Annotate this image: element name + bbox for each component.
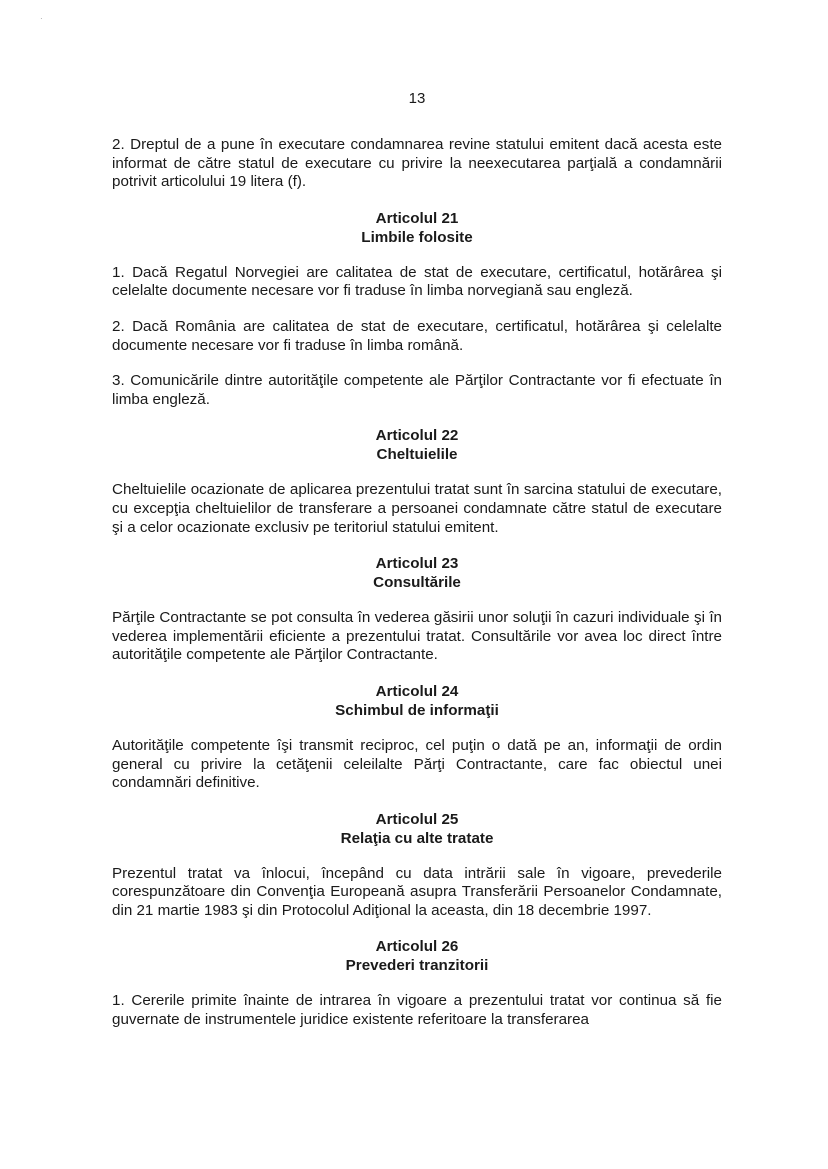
paragraph: 3. Comunicările dintre autorităţile competente ale Părţilor Contractante vor fi efectuate în limba engleză.	[112, 372, 722, 408]
article-heading	[112, 937, 722, 975]
article-title: Limbile folosite	[361, 228, 473, 246]
paragraph: Cheltuielile ocazionate de aplicarea prezentului tratat sunt în sarcina statului de executare, cu excepţia cheltuielilor de transferare a persoanei condamnate către statul de executare şi a celor ocazionate exclusiv pe teritoriul statului emitent.	[112, 481, 722, 536]
article-number: Articolul 23	[375, 555, 459, 573]
document-body	[112, 136, 722, 1047]
article-heading	[112, 426, 722, 464]
article-title: Prevederi tranzitorii	[345, 957, 489, 975]
page-number: 13	[408, 90, 426, 107]
article-title: Relaţia cu alte tratate	[340, 829, 494, 847]
paragraph: Prezentul tratat va înlocui, începând cu data intrării sale în vigoare, prevederile corespunzătoare din Convenţia Europeană asupra Transferării Persoanelor Condamnate, din 21 martie 1983 şi din Protocolul Adiţional la aceasta, din 18 decembrie 1997.	[112, 864, 722, 919]
paragraph: Părţile Contractante se pot consulta în vederea găsirii unor soluţii în cazuri individuale şi în vederea implementării eficiente a prezentului tratat. Consultările vor avea loc direct între autorităţile competente ale Părţilor Contractante.	[112, 609, 722, 664]
scan-speck: ·	[40, 14, 43, 23]
article-number: Articolul 21	[375, 209, 459, 227]
article-number: Articolul 25	[375, 810, 459, 828]
article-heading	[112, 810, 722, 848]
article-title: Consultările	[373, 574, 461, 592]
paragraph: 2. Dreptul de a pune în executare condamnarea revine statului emitent dacă acesta este informat de către statul de executare cu privire la neexecutarea parţială a condamnării potrivit articolului 19 litera (f).	[112, 136, 722, 191]
article-number: Articolul 26	[375, 938, 459, 956]
paragraph: 1. Cererile primite înainte de intrarea în vigoare a prezentului tratat vor continua să fie guvernate de instrumentele juridice existente referitoare la transferarea	[112, 992, 722, 1029]
article-heading	[112, 682, 722, 720]
article-heading	[112, 209, 722, 247]
article-heading	[112, 554, 722, 592]
article-title: Schimbul de informaţii	[335, 701, 499, 719]
paragraph: 1. Dacă Regatul Norvegiei are calitatea de stat de executare, certificatul, hotărârea şi celelalte documente necesare vor fi traduse în limba norvegiană sau engleză.	[112, 263, 722, 300]
paragraph: 2. Dacă România are calitatea de stat de executare, certificatul, hotărârea şi celelalte documente necesare vor fi traduse în limba română.	[112, 317, 722, 354]
paragraph: Autorităţile competente îşi transmit reciproc, cel puţin o dată pe an, informaţii de ordin general cu privire la cetăţenii celeilalte Părţi Contractante, care fac obiectul unei condamnări definitive.	[112, 736, 722, 792]
article-title: Cheltuielile	[376, 446, 458, 464]
article-number: Articolul 22	[375, 427, 459, 445]
article-number: Articolul 24	[375, 682, 459, 700]
